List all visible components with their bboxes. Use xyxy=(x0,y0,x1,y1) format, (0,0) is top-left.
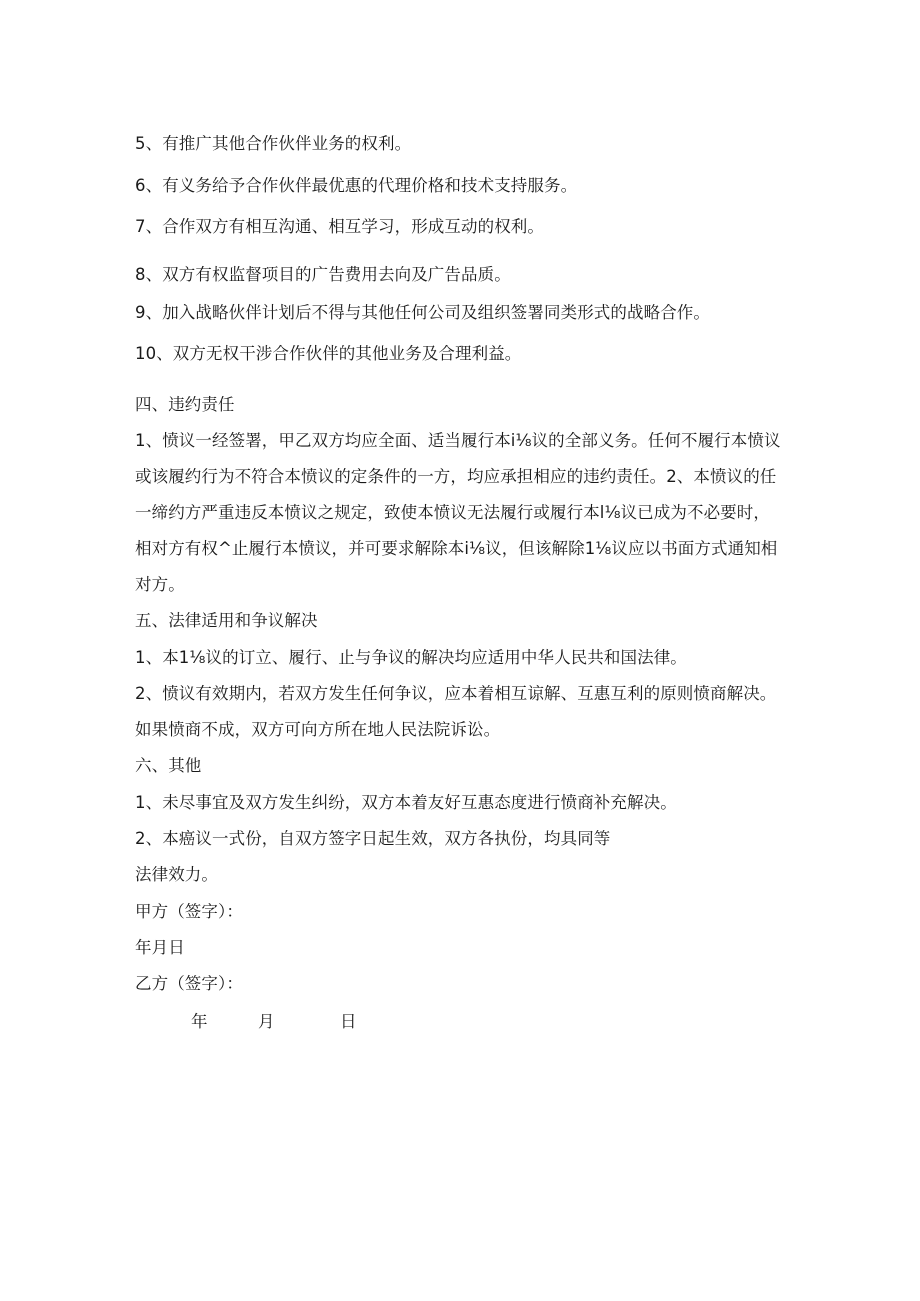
party-a-date: 年月日 xyxy=(135,938,185,957)
clause-7: 7、合作双方有相互沟通、相互学习，形成互动的权利。 xyxy=(135,217,544,236)
section-heading-other: 六、其他 xyxy=(135,756,202,775)
breach-line-3: 一缔约方严重违反本愤议之规定，致使本愤议无法履行或履行本l⅛议已成为不必要时， xyxy=(135,503,770,522)
party-a-signature: 甲方（签字）： xyxy=(135,902,243,921)
law-line-3: 如果愤商不成，双方可向方所在地人民法院诉讼。 xyxy=(135,720,501,739)
date-day: 日 xyxy=(340,1012,357,1031)
date-year: 年 xyxy=(191,1012,208,1031)
law-line-2: 2、愤议有效期内，若双方发生任何争议，应本着相互谅解、互惠互利的原则愤商解决。 xyxy=(135,684,777,703)
law-line-1: 1、本1⅛议的订立、履行、止与争议的解决均应适用中华人民共和国法律。 xyxy=(135,648,687,667)
clause-10: 10、双方无权干涉合作伙伴的其他业务及合理利益。 xyxy=(135,344,522,363)
clause-8: 8、双方有权监督项目的广告费用去向及广告品质。 xyxy=(135,265,511,284)
section-heading-breach: 四、违约责任 xyxy=(135,395,235,414)
breach-line-5: 对方。 xyxy=(135,575,185,594)
other-line-3: 法律效力。 xyxy=(135,865,218,884)
clause-9: 9、加入战略伙伴计划后不得与其他任何公司及组织签署同类形式的战略合作。 xyxy=(135,303,710,322)
breach-line-4: 相对方有权^止履行本愤议，并可要求解除本i⅛议，但该解除1⅛议应以书面方式通知相 xyxy=(135,539,778,558)
date-month: 月 xyxy=(258,1012,275,1031)
other-line-1: 1、未尽事宜及双方发生纠纷，双方本着友好互惠态度进行愤商补充解决。 xyxy=(135,793,677,812)
breach-line-2: 或该履约行为不符合本愤议的定条件的一方，均应承担相应的违约责任。2、本愤议的任 xyxy=(135,467,777,486)
section-heading-law: 五、法律适用和争议解决 xyxy=(135,611,318,630)
breach-line-1: 1、愤议一经签署，甲乙双方均应全面、适当履行本i⅛议的全部义务。任何不履行本愤议 xyxy=(135,431,781,450)
clause-5: 5、有推广其他合作伙伴业务的权利。 xyxy=(135,134,412,153)
party-b-signature: 乙方（签字）： xyxy=(135,974,243,993)
other-line-2: 2、本癌议一式份，自双方签字日起生效，双方各执份，均具同等 xyxy=(135,829,611,848)
clause-6: 6、有义务给予合作伙伴最优惠的代理价格和技术支持服务。 xyxy=(135,176,578,195)
